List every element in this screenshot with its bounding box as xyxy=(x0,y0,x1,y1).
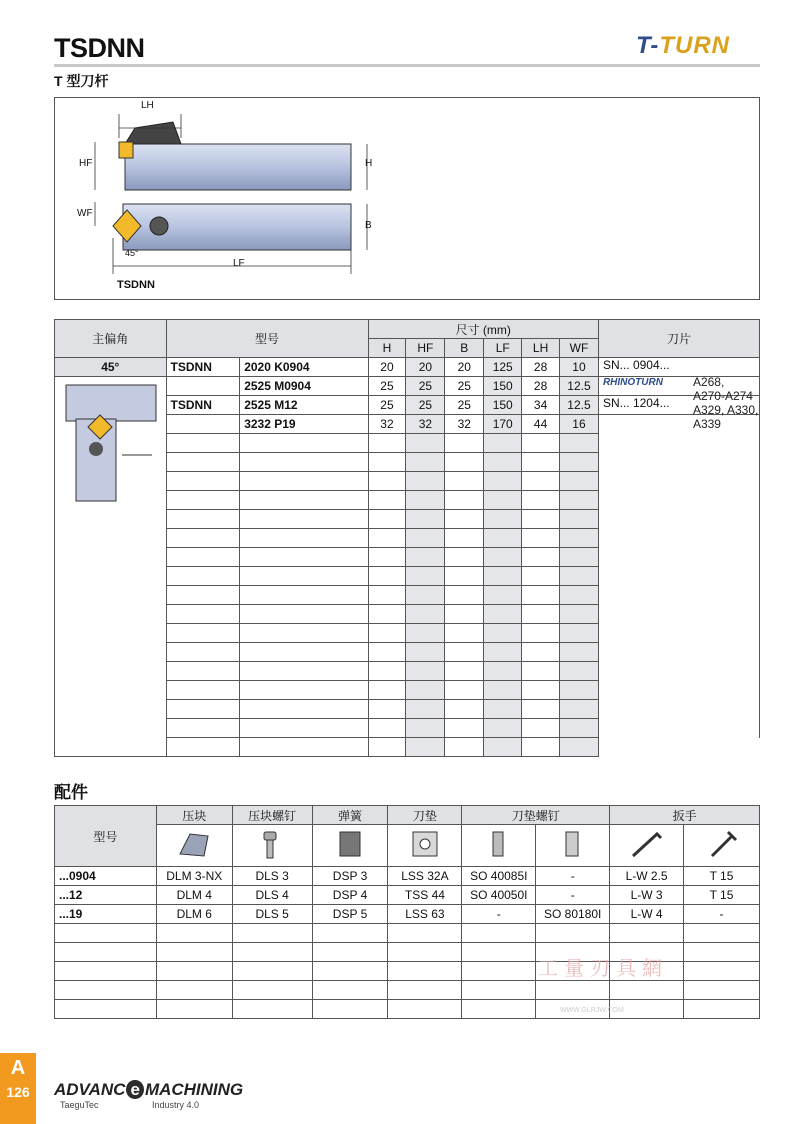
row-lf: 150 xyxy=(484,377,522,396)
acc-header-shim: 刀垫 xyxy=(388,806,462,825)
table-row xyxy=(55,358,760,377)
acc-model: ...0904 xyxy=(55,867,157,886)
acc-icon-row xyxy=(55,825,760,867)
table-row xyxy=(55,905,760,924)
row-series xyxy=(166,415,240,434)
header-lf: LF xyxy=(484,339,522,358)
row-series: TSDNN xyxy=(166,396,240,415)
header-wf: WF xyxy=(560,339,599,358)
page-subtitle: T 型刀杆 xyxy=(54,73,109,89)
table-row xyxy=(55,867,760,886)
row-h: 25 xyxy=(368,377,406,396)
row-wf: 10 xyxy=(560,358,599,377)
torx-wrench-icon xyxy=(684,825,760,867)
row-hf: 20 xyxy=(406,358,445,377)
acc-header-shim-screw: 刀垫螺钉 xyxy=(462,806,610,825)
insert-side xyxy=(119,142,133,158)
acc-header-model: 型号 xyxy=(55,806,157,867)
label-b: B xyxy=(365,220,372,231)
row-lh: 28 xyxy=(522,377,560,396)
holder-side-view xyxy=(125,144,351,190)
empty-row xyxy=(55,1000,760,1019)
shim-screw-alt-icon xyxy=(536,825,610,867)
logo-left: ADVANC xyxy=(54,1080,126,1099)
acc-spring: DSP 5 xyxy=(312,905,388,924)
label-lh: LH xyxy=(141,100,154,111)
acc-clamp-screw: DLS 5 xyxy=(232,905,312,924)
page-ref: A268, xyxy=(692,375,725,389)
acc-shim: LSS 63 xyxy=(388,905,462,924)
acc-header-spring: 弹簧 xyxy=(312,806,388,825)
row-hf: 25 xyxy=(406,396,445,415)
acc-shim-screw: - xyxy=(462,905,536,924)
shim-screw-icon xyxy=(462,825,536,867)
row-wf: 12.5 xyxy=(560,377,599,396)
row-insert: RHINOTURN xyxy=(598,377,759,396)
page-number: 126 xyxy=(6,1084,30,1100)
clamp-icon xyxy=(156,825,232,867)
acc-shim-screw: SO 40085I xyxy=(462,867,536,886)
row-b: 25 xyxy=(445,377,484,396)
page-ref: A270-A274 xyxy=(692,389,753,403)
tool-diagram xyxy=(54,97,760,300)
header-hf: HF xyxy=(406,339,445,358)
acc-clamp-screw: DLS 4 xyxy=(232,886,312,905)
row-lh: 34 xyxy=(522,396,560,415)
holder-illustration xyxy=(55,377,167,757)
accessories-title: 配件 xyxy=(54,783,88,802)
header-b: B xyxy=(445,339,484,358)
row-insert: SN... 1204... xyxy=(598,396,759,415)
acc-spring: DSP 4 xyxy=(312,886,388,905)
row-b: 20 xyxy=(445,358,484,377)
row-hf: 25 xyxy=(406,377,445,396)
acc-model: ...12 xyxy=(55,886,157,905)
acc-shim: TSS 44 xyxy=(388,886,462,905)
angle-value: 45° xyxy=(55,358,167,377)
header-angle: 主偏角 xyxy=(55,320,167,358)
brand-logo xyxy=(636,32,730,60)
row-lf: 150 xyxy=(484,396,522,415)
holder-head xyxy=(125,122,181,144)
acc-shim-screw-alt: - xyxy=(536,867,610,886)
logo-e: e xyxy=(126,1080,143,1099)
row-series xyxy=(166,377,240,396)
row-lf: 170 xyxy=(484,415,522,434)
brand-suffix: TURN xyxy=(659,32,730,59)
acc-header-clamp: 压块 xyxy=(156,806,232,825)
row-lh: 28 xyxy=(522,358,560,377)
row-b: 32 xyxy=(445,415,484,434)
watermark: 工量刃具網 xyxy=(538,958,668,980)
row-b: 25 xyxy=(445,396,484,415)
acc-header-row xyxy=(55,806,760,825)
label-lf: LF xyxy=(233,258,245,269)
row-h: 20 xyxy=(368,358,406,377)
row-h: 25 xyxy=(368,396,406,415)
acc-wrench-alt: T 15 xyxy=(684,867,760,886)
page-ref: A329, A330, xyxy=(692,403,759,417)
row-h: 32 xyxy=(368,415,406,434)
row-code: 2525 M12 xyxy=(240,396,368,415)
footer-logo xyxy=(54,1080,243,1100)
empty-row xyxy=(55,924,760,943)
acc-clamp: DLM 3-NX xyxy=(156,867,232,886)
page-ref: A339 xyxy=(692,417,721,431)
accessories-table xyxy=(54,805,760,1019)
acc-wrench: L-W 4 xyxy=(610,905,684,924)
acc-clamp: DLM 6 xyxy=(156,905,232,924)
label-wf: WF xyxy=(77,208,93,219)
logo-sub-left: TaeguTec xyxy=(60,1100,99,1110)
row-wf: 12.5 xyxy=(560,396,599,415)
clamp-screw-icon xyxy=(232,825,312,867)
table-row xyxy=(55,886,760,905)
acc-header-clamp-screw: 压块螺钉 xyxy=(232,806,312,825)
acc-spring: DSP 3 xyxy=(312,867,388,886)
row-code: 2525 M0904 xyxy=(240,377,368,396)
spec-table xyxy=(54,319,760,757)
brand-prefix: T- xyxy=(636,32,660,59)
row-series: TSDNN xyxy=(166,358,240,377)
header-lh: LH xyxy=(522,339,560,358)
empty-row xyxy=(55,981,760,1000)
page-tab xyxy=(0,1053,36,1124)
clamp-screw xyxy=(150,217,168,235)
header-dims: 尺寸 (mm) xyxy=(368,320,598,339)
section-letter: A xyxy=(10,1057,26,1079)
holder-illustration-svg xyxy=(60,383,160,503)
header-h: H xyxy=(368,339,406,358)
diagram-name: TSDNN xyxy=(117,279,155,291)
spring-icon xyxy=(312,825,388,867)
acc-wrench: L-W 3 xyxy=(610,886,684,905)
label-angle: 45° xyxy=(125,248,139,258)
row-wf: 16 xyxy=(560,415,599,434)
acc-header-wrench: 扳手 xyxy=(610,806,760,825)
logo-sub-right: Industry 4.0 xyxy=(152,1100,200,1110)
acc-shim-screw-alt: - xyxy=(536,886,610,905)
title-rule xyxy=(54,64,760,67)
page-title: TSDNN xyxy=(54,33,145,63)
row-insert: SN... 0904... xyxy=(598,358,759,377)
acc-clamp: DLM 4 xyxy=(156,886,232,905)
acc-shim: LSS 32A xyxy=(388,867,462,886)
header-insert: 刀片 xyxy=(598,320,759,358)
acc-wrench-alt: T 15 xyxy=(684,886,760,905)
label-h: H xyxy=(365,158,373,169)
row-lh: 44 xyxy=(522,415,560,434)
acc-clamp-screw: DLS 3 xyxy=(232,867,312,886)
acc-shim-screw-alt: SO 80180I xyxy=(536,905,610,924)
header-model: 型号 xyxy=(166,320,368,358)
logo-right: MACHINING xyxy=(144,1080,244,1099)
acc-wrench-alt: - xyxy=(684,905,760,924)
shim-icon xyxy=(388,825,462,867)
acc-wrench: L-W 2.5 xyxy=(610,867,684,886)
row-hf: 32 xyxy=(406,415,445,434)
spec-header-row-1 xyxy=(55,320,760,339)
acc-shim-screw: SO 40050I xyxy=(462,886,536,905)
row-code: 3232 P19 xyxy=(240,415,368,434)
acc-model: ...19 xyxy=(55,905,157,924)
tool-diagram-svg xyxy=(55,98,759,299)
hex-wrench-icon xyxy=(610,825,684,867)
watermark-url: WWW.GLRJW.COM xyxy=(560,1007,624,1014)
row-code: 2020 K0904 xyxy=(240,358,368,377)
label-hf: HF xyxy=(79,158,93,169)
row-lf: 125 xyxy=(484,358,522,377)
